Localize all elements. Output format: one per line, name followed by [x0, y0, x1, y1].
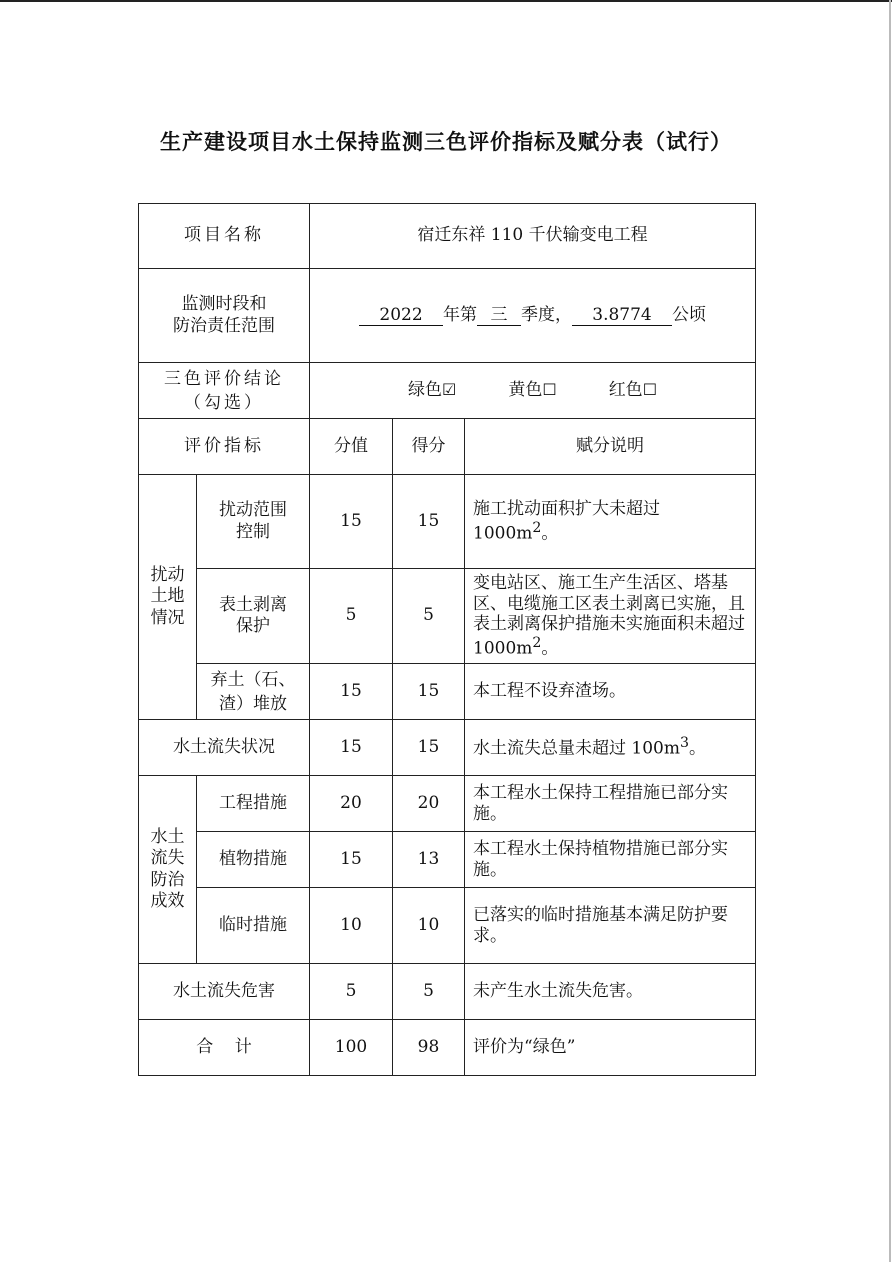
max-score-cell: 15	[310, 832, 393, 888]
max-score-cell: 5	[310, 569, 393, 664]
description-cell: 变电站区、施工生产生活区、塔基区、电缆施工区表土剥离已实施，且表土剥离保护措施未实施面积未超过 $1000m^2$。	[465, 569, 756, 664]
header-row	[139, 419, 756, 475]
table-row	[139, 832, 756, 888]
total-row	[139, 1020, 756, 1076]
indicator-label: 水土流失状况	[139, 720, 310, 776]
indicator-label: 表土剥离 保护	[197, 569, 310, 664]
header-max-score: 分值	[310, 419, 393, 475]
conclusion-label	[139, 363, 310, 419]
max-score-cell: 20	[310, 776, 393, 832]
yellow-checkbox-icon: ☐	[542, 379, 557, 399]
max-score-cell: 5	[310, 964, 393, 1020]
period-year: 2022	[359, 305, 443, 326]
document-title: 生产建设项目水土保持监测三色评价指标及赋分表（试行）	[160, 130, 732, 154]
period-label-line2: 防治责任范围	[173, 315, 275, 336]
period-label	[139, 269, 310, 363]
max-score-cell: 15	[310, 664, 393, 720]
project-name-label: 项目名称	[139, 204, 310, 269]
description-cell: 已落实的临时措施基本满足防护要求。	[465, 888, 756, 964]
period-row	[139, 269, 756, 363]
total-label: 合 计	[139, 1020, 310, 1076]
project-name-row	[139, 204, 756, 269]
total-max-score: 100	[310, 1020, 393, 1076]
description-cell: 施工扰动面积扩大未超过 $1000m^2$。	[465, 475, 756, 569]
total-score: 98	[393, 1020, 465, 1076]
table-row	[139, 664, 756, 720]
green-checkbox-icon: ☑	[442, 379, 457, 399]
score-cell: 13	[393, 832, 465, 888]
indicator-label: 水土流失危害	[139, 964, 310, 1020]
max-score-cell: 15	[310, 720, 393, 776]
page-right-border	[889, 0, 891, 1262]
description-cell: 本工程水土保持植物措施已部分实施。	[465, 832, 756, 888]
conclusion-label-line2: （勾选）	[184, 392, 264, 413]
score-cell: 20	[393, 776, 465, 832]
prevention-group-label: 水土 流失 防治 成效	[139, 776, 197, 964]
evaluation-table	[138, 203, 756, 1076]
indicator-label: 扰动范围 控制	[197, 475, 310, 569]
table-row	[139, 569, 756, 664]
table-row	[139, 776, 756, 832]
disturb-group-label: 扰动 土地 情况	[139, 475, 197, 720]
period-year-unit: 年第	[443, 304, 478, 325]
header-indicator: 评价指标	[139, 419, 310, 475]
conclusion-green-option[interactable]: 绿色☑	[408, 379, 457, 400]
description-cell: 本工程不设弃渣场。	[465, 664, 756, 720]
header-description: 赋分说明	[465, 419, 756, 475]
total-description: 评价为“绿色”	[465, 1020, 756, 1076]
score-cell: 15	[393, 475, 465, 569]
period-quarter-unit: 季度，	[521, 304, 573, 325]
table-row	[139, 888, 756, 964]
period-area-unit: 公顷	[672, 304, 707, 325]
table-row	[139, 720, 756, 776]
page-top-border	[0, 0, 892, 2]
score-cell: 5	[393, 964, 465, 1020]
score-cell: 15	[393, 720, 465, 776]
indicator-label: 临时措施	[197, 888, 310, 964]
period-area: 3.8774	[572, 305, 672, 326]
indicator-label: 工程措施	[197, 776, 310, 832]
description-cell: 本工程水土保持工程措施已部分实施。	[465, 776, 756, 832]
conclusion-yellow-option[interactable]: 黄色☐	[508, 379, 557, 400]
score-cell: 10	[393, 888, 465, 964]
max-score-cell: 15	[310, 475, 393, 569]
indicator-label: 弃土（石、 渣）堆放	[197, 664, 310, 720]
conclusion-row	[139, 363, 756, 419]
conclusion-red-option[interactable]: 红色☐	[608, 379, 658, 400]
period-quarter: 三	[477, 305, 521, 326]
table-row	[139, 964, 756, 1020]
score-cell: 15	[393, 664, 465, 720]
period-value	[310, 269, 756, 363]
score-cell: 5	[393, 569, 465, 664]
conclusion-options	[310, 363, 756, 419]
header-score: 得分	[393, 419, 465, 475]
project-name-value: 宿迁东祥 110 千伏输变电工程	[310, 204, 756, 269]
period-label-line1: 监测时段和	[181, 294, 267, 315]
indicator-label: 植物措施	[197, 832, 310, 888]
conclusion-label-line1: 三色评价结论	[164, 368, 284, 389]
description-cell: 水土流失总量未超过 $100m^3$。	[465, 720, 756, 776]
description-cell: 未产生水土流失危害。	[465, 964, 756, 1020]
table-row	[139, 475, 756, 569]
max-score-cell: 10	[310, 888, 393, 964]
red-checkbox-icon: ☐	[642, 379, 658, 399]
